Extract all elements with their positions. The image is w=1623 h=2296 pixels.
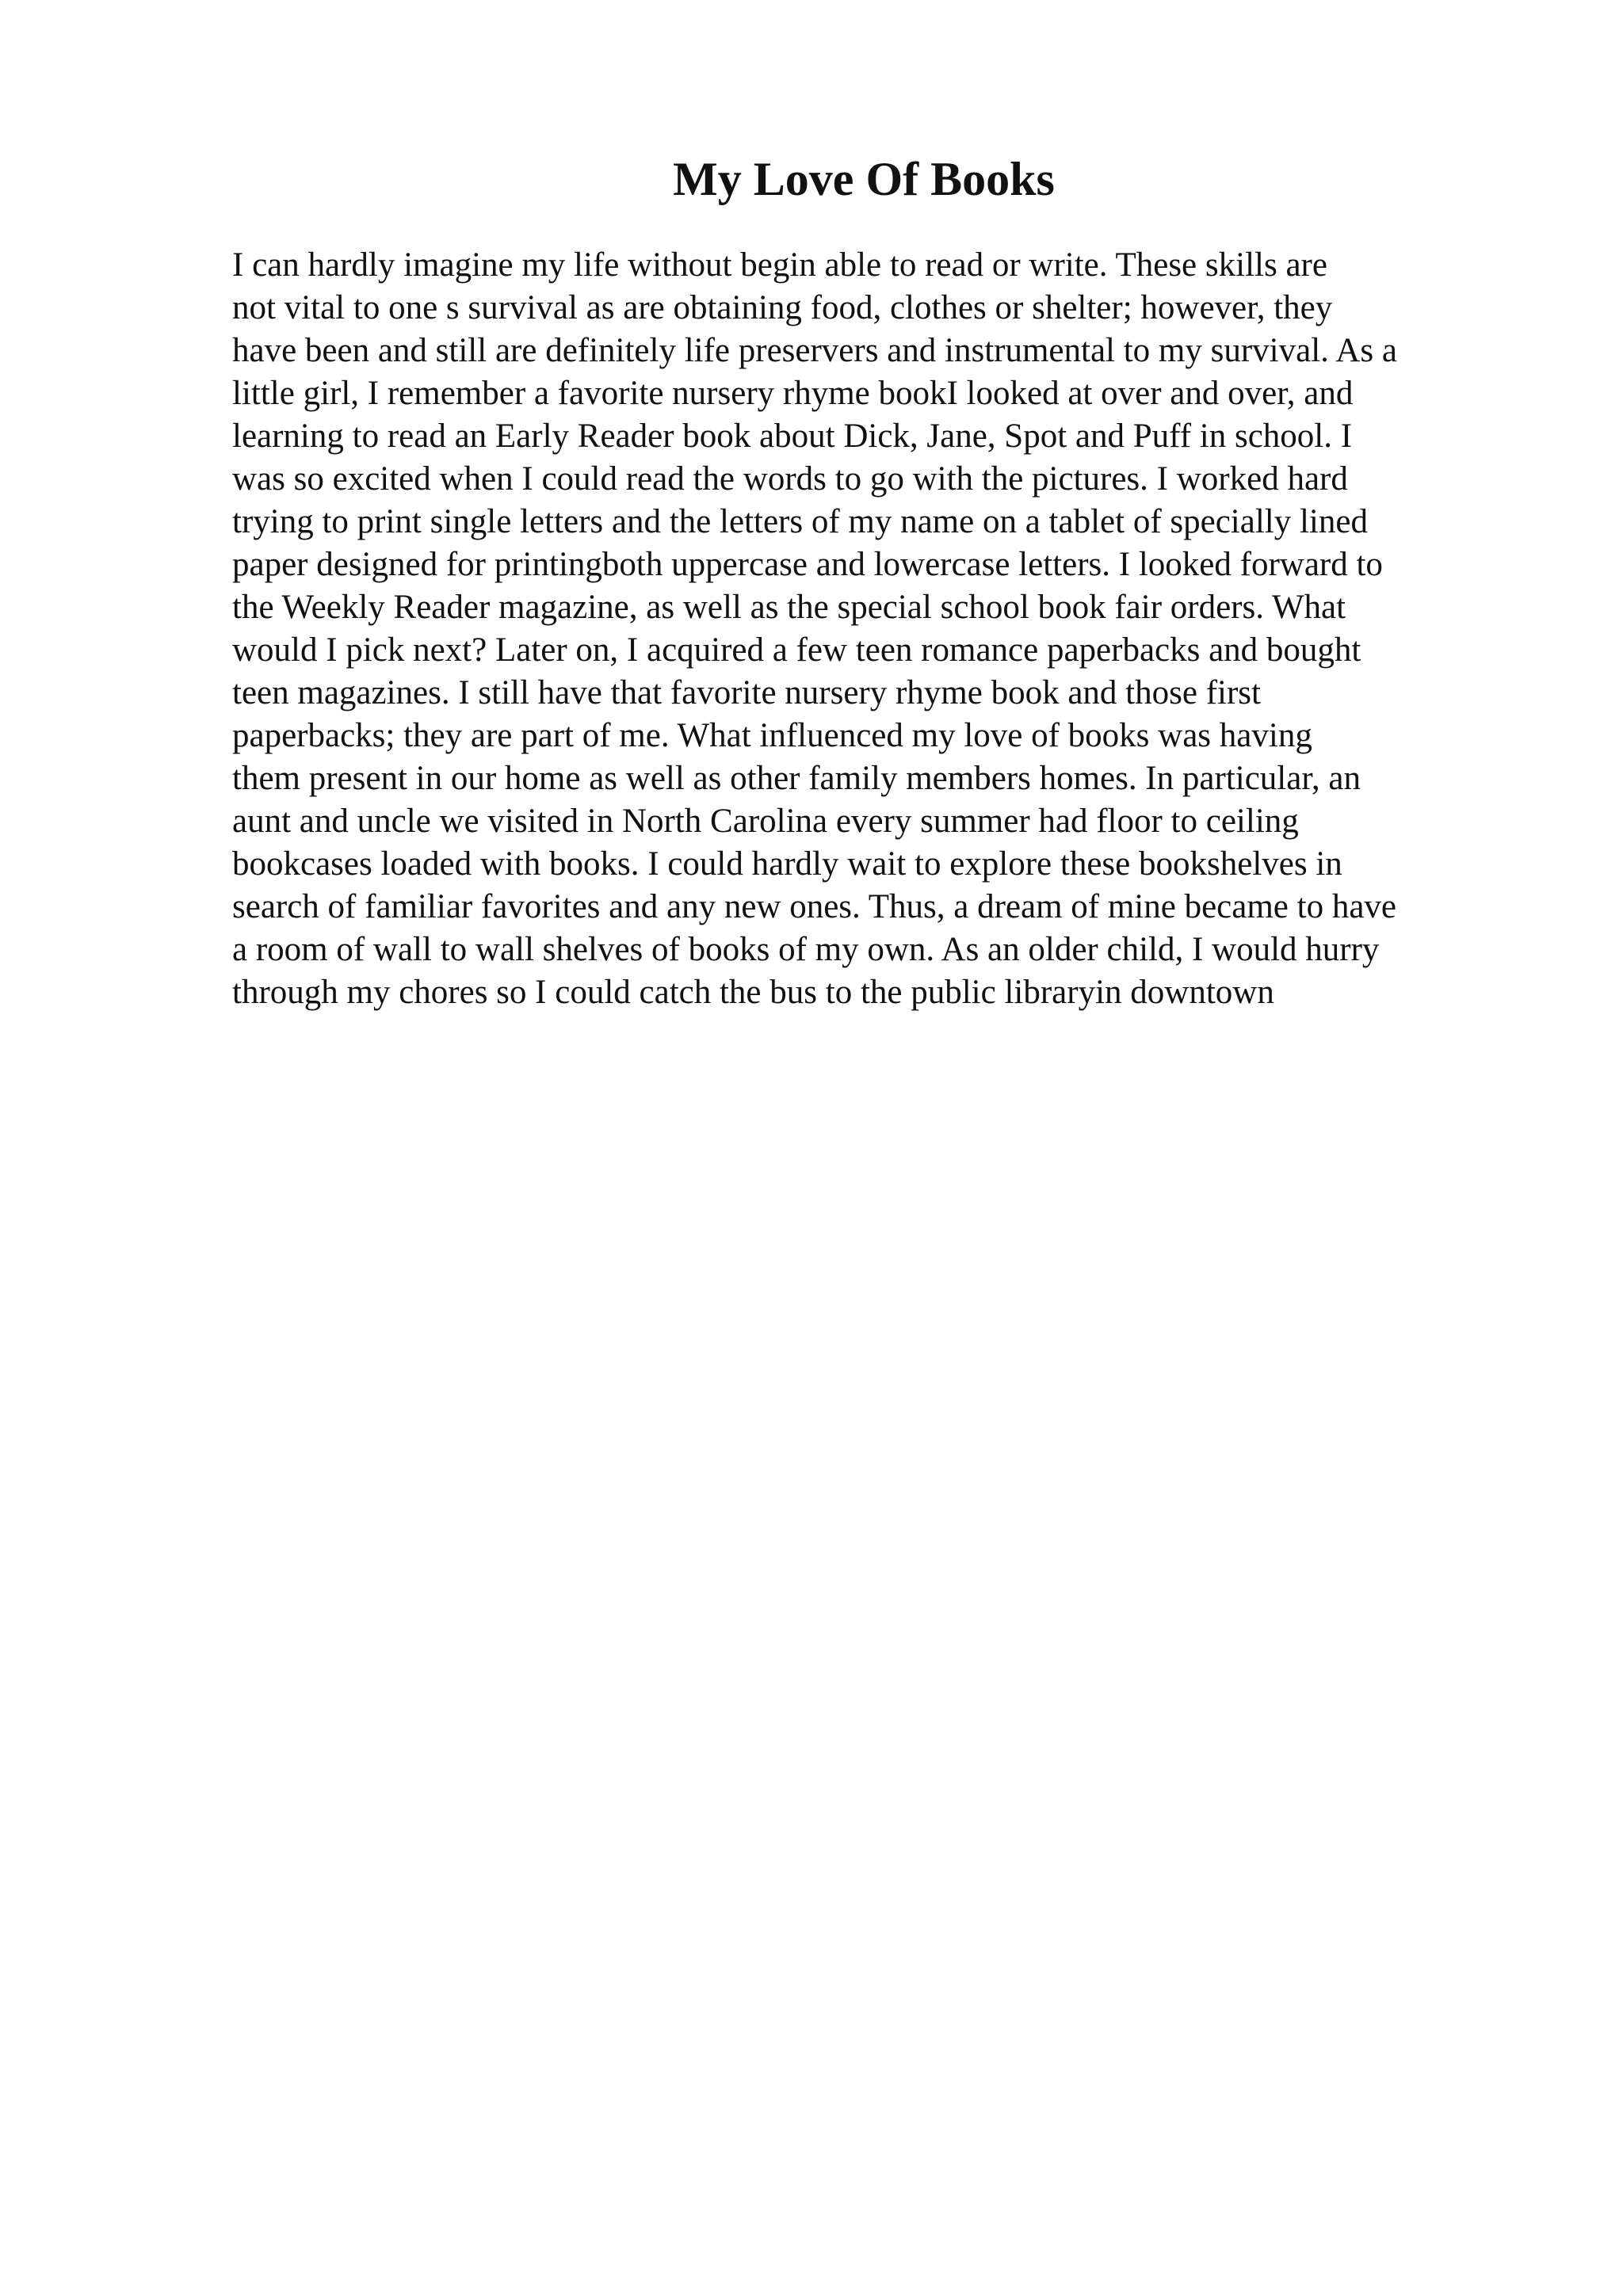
body-line: a room of wall to wall shelves of books of my own. As an older child, I would hurry: [232, 931, 1380, 968]
body-line: have been and still are definitely life preservers and instrumental to my survival. As a: [232, 332, 1397, 369]
body-line: bookcases loaded with books. I could hardly wait to explore these bookshelves in: [232, 845, 1342, 883]
body-line: through my chores so I could catch the bus to the public libraryin downtown: [232, 974, 1274, 1011]
body-line: aunt and uncle we visited in North Carolina every summer had floor to ceiling: [232, 803, 1299, 840]
body-line: learning to read an Early Reader book about Dick, Jane, Spot and Puff in school. I: [232, 418, 1353, 455]
body-line: would I pick next? Later on, I acquired a few teen romance paperbacks and bought: [232, 631, 1361, 669]
body-line: the Weekly Reader magazine, as well as the special school book fair orders. What: [232, 589, 1346, 626]
body-line: teen magazines. I still have that favorite nursery rhyme book and those first: [232, 674, 1261, 711]
body-line: them present in our home as well as other family members homes. In particular, an: [232, 760, 1361, 797]
document-body: [232, 244, 1579, 1014]
document-title: My Love Of Books: [673, 153, 1055, 205]
body-line: trying to print single letters and the letters of my name on a tablet of specially lined: [232, 503, 1368, 540]
body-line: search of familiar favorites and any new ones. Thus, a dream of mine became to have: [232, 888, 1396, 925]
body-line: not vital to one s survival as are obtaining food, clothes or shelter; however, they: [232, 289, 1333, 326]
body-line: paper designed for printingboth uppercase and lowercase letters. I looked forward to: [232, 546, 1383, 583]
body-line: was so excited when I could read the words to go with the pictures. I worked hard: [232, 460, 1348, 498]
body-line: paperbacks; they are part of me. What influenced my love of books was having: [232, 717, 1312, 754]
body-line: little girl, I remember a favorite nursery rhyme bookI looked at over and over, and: [232, 375, 1354, 412]
body-line: I can hardly imagine my life without begin able to read or write. These skills are: [232, 246, 1327, 284]
